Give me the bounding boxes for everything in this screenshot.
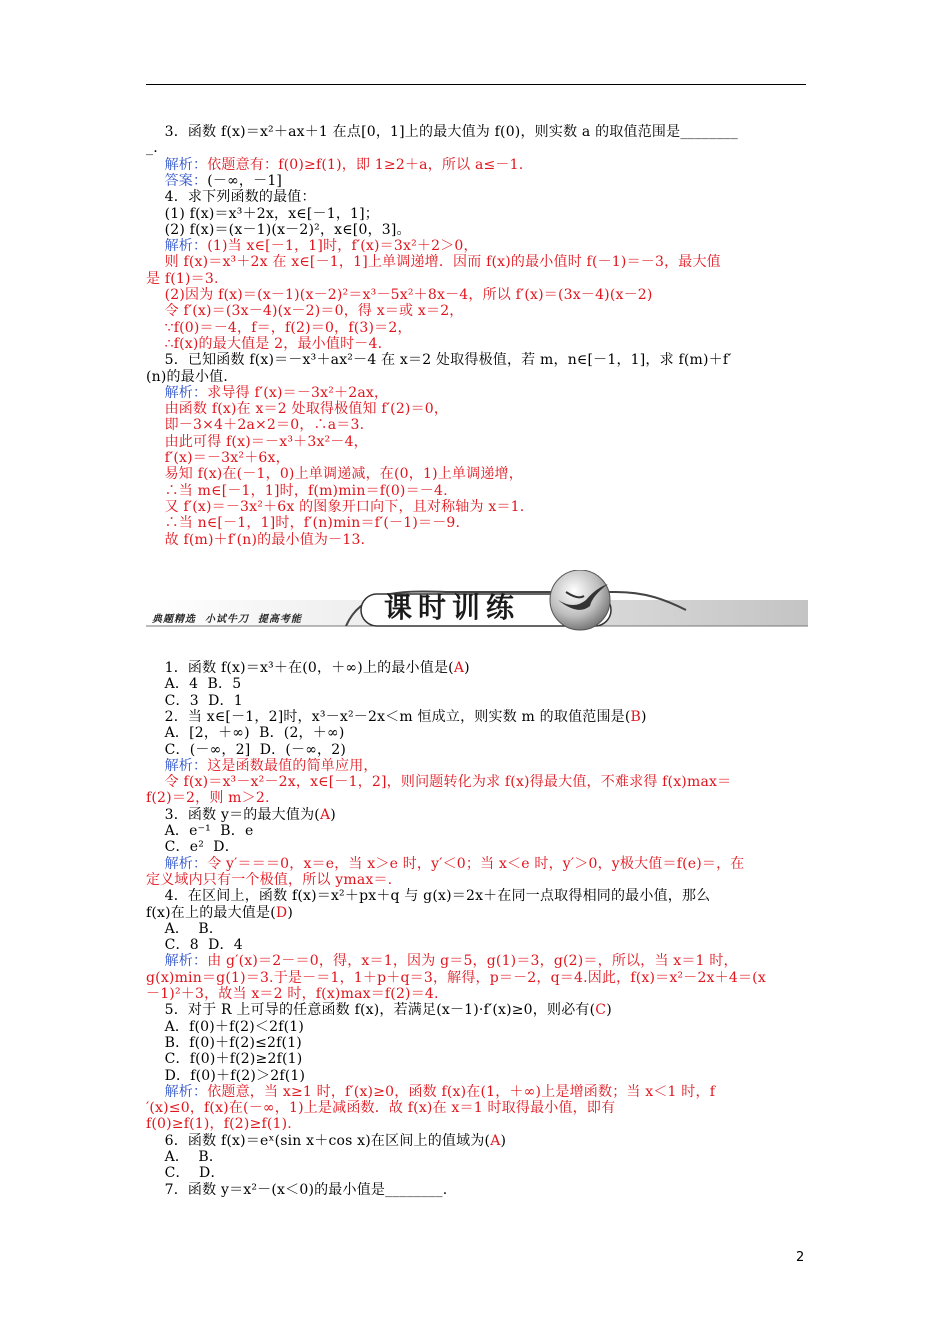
text-line [146,774,808,790]
text-line [146,303,808,319]
question-text: A． B． [146,1149,224,1165]
text-line [146,417,808,433]
solution-text: －1)²＋3，故当 x＝2 时，f(x)max＝f(2)＝4. [146,986,439,1002]
solution-text: ∴当 m∈[－1，1]时，f(m)min＝f(0)＝－4. [146,482,448,499]
text-line [146,271,808,287]
question-text: A．[2，＋∞) B．(2，＋∞) [146,725,345,742]
solution-text: ∴f(x)的最大值是 2，最小值时－4. [146,335,383,352]
question-text: 2．当 x∈[－1，2]时，x³－x²－2x＜m 恒成立，则实数 m 的取值范围是( [146,708,631,725]
label-text: 解析： [146,238,208,255]
text-line [146,1133,808,1149]
question-text: ) [606,1002,612,1019]
text-line [146,1068,808,1084]
section-banner [146,570,808,632]
solution-text: 即－3×4＋2a×2＝0，∴a＝3. [146,417,365,434]
text-line [146,336,808,352]
text-line [146,742,808,758]
question-text: 7．函数 y＝x²－(x＜0)的最小值是________. [146,1181,448,1198]
text-line [146,758,808,774]
text-line [146,369,808,385]
text-line [146,693,808,709]
page-number: 2 [796,1250,805,1265]
solution-text: 由函数 f(x)在 x＝2 处取得极值知 f′(2)＝0， [146,401,449,418]
solution-text: D [275,904,288,921]
text-line [146,986,808,1002]
text-line [146,872,808,888]
text-line [146,953,808,969]
text-line [146,499,808,515]
text-line [146,173,808,189]
solution-text: 又 f′(x)＝－3x²＋6x 的图象开口向下，且对称轴为 x＝1. [146,498,525,515]
text-line [146,206,808,222]
solution-text: 求导得 f′(x)＝－3x²＋2ax， [207,384,389,401]
text-line [146,1051,808,1067]
question-text: A．4 B．5 [146,676,242,693]
question-text: _. [146,140,158,157]
text-line [146,937,808,953]
text-line [146,515,808,531]
question-text: C．e² D． [146,839,239,856]
solution-text: 依题意有：f(0)≥f(1)，即 1≥2＋a，所以 a≤－1. [207,156,524,173]
text-line [146,1149,808,1165]
question-text: f(x)在上的最大值是( [146,904,276,921]
text-line [146,1002,808,1018]
solution-text: C [595,1002,607,1019]
question-text: 4．求下列函数的最值： [146,189,316,206]
solution-text: g(x)min＝g(1)＝3.于是－＝1，1＋p＋q＝3，解得，p＝－2，q＝4.因此，f(x)＝x²－2x＋4＝(x [146,969,766,986]
question-text: (2) f(x)＝(x－1)(x－2)²，x∈[0，3]。 [146,221,411,238]
text-line [146,725,808,741]
text-line [146,660,808,676]
banner-title: 课时训练 [384,591,521,624]
solution-text: 易知 f(x)在(－1，0)上单调递减，在(0，1)上单调递增， [146,466,523,483]
label-text: 解析： [146,757,208,774]
text-line [146,466,808,482]
question-text: D．f(0)＋f(2)＞2f(1) [146,1067,306,1084]
solution-text: 故 f(m)＋f′(n)的最小值为－13. [146,531,366,548]
solution-text: 是 f(1)＝3. [146,270,219,287]
question-text: ) [330,806,336,823]
question-text: ) [464,660,470,676]
label-text: 解析： [146,384,208,401]
text-line [146,970,808,986]
solution-text: 令 y′＝＝＝0，x＝e，当 x＞e 时，y′＜0；当 x＜e 时，y′＞0，y极大值＝f(e)＝，在 [207,855,745,872]
text-line [146,1084,808,1100]
question-text: ) [500,1132,507,1149]
solution-text: 则 f(x)＝x³＋2x 在 x∈[－1，1]上单调递增．因而 f(x)的最小值时 f(－1)＝－3，最大值 [146,254,721,271]
text-line [146,385,808,401]
text-line [146,401,808,417]
question-text: 4．在区间上，函数 f(x)＝x²＋px＋q 与 g(x)＝2x＋在同一点取得相同的最小值，那么 [146,888,711,905]
text-line [146,905,808,921]
question-text: (n)的最小值． [146,368,238,385]
question-text: C． D． [146,1165,225,1182]
label-text: 解析： [146,953,208,970]
question-text: (1) f(x)＝x³＋2x，x∈[－1，1]； [146,205,379,222]
solution-text: 由 g′(x)＝2－＝0，得，x＝1，因为 g＝5，g(1)＝3，g(2)＝，所以，当 x＝1 时， [207,953,738,970]
label-text: 解析： [146,156,208,173]
question-text: (－∞，－1] [207,172,283,189]
banner-subtitle: 典题精选 小试牛刀 提高考能 [152,614,302,625]
label-text: 答案： [146,172,208,189]
question-text: B．f(0)＋f(2)≤2f(1) [146,1034,302,1051]
solution-text: B [630,708,642,725]
question-text: C．f(0)＋f(2)≥2f(1) [146,1051,303,1068]
text-line [146,1019,808,1035]
question-text: C．(－∞，2] D．(－∞，2) [146,741,347,758]
question-text: 1．函数 f(x)＝x³＋在(0，＋∞)上的最小值是( [146,660,454,676]
question-text: ) [641,708,647,725]
question-text: A． B． [146,920,224,937]
text-line [146,140,808,156]
text-line [146,1182,808,1198]
text-line [146,807,808,823]
text-line [146,483,808,499]
text-line [146,790,808,806]
text-line [146,1116,808,1132]
text-line [146,157,808,173]
text-line [146,450,808,466]
solution-text: 依题意，当 x≥1 时，f′(x)≥0，函数 f(x)在(1，＋∞)上是增函数；当 x＜1 时，f [207,1083,716,1100]
text-line [146,434,808,450]
question-text: A．f(0)＋f(2)＜2f(1) [146,1018,305,1035]
solution-text: (2)因为 f(x)＝(x－1)(x－2)²＝x³－5x²＋8x－4，所以 f′(x)＝(3x－4)(x－2) [146,287,653,303]
text-line [146,124,808,140]
solution-text: ′(x)≤0，f(x)在(－∞，1)上是减函数．故 f(x)在 x＝1 时取得最小值，即有 [146,1100,616,1117]
text-line [146,238,808,254]
question-text: 3．函数 y＝的最大值为( [146,806,320,823]
text-line [146,888,808,904]
text-line [146,1100,808,1116]
solution-text: f′(x)＝－3x²＋6x， [146,450,290,466]
label-text: 解析： [146,1083,208,1100]
solution-text: ∵f(0)＝－4，f＝，f(2)＝0，f(3)＝2， [146,319,412,336]
text-line [146,320,808,336]
text-line [146,189,808,205]
solution-text: 由此可得 f(x)＝－x³＋3x²－4， [146,433,368,450]
text-line [146,254,808,270]
solution-text: (1)当 x∈[－1，1]时，f′(x)＝3x²＋2＞0， [207,238,478,255]
text-line [146,1165,808,1181]
text-line [146,921,808,937]
question-text: 6．函数 f(x)＝eˣ(sin x＋cos x)在区间上的值域为( [146,1132,491,1149]
label-text: 解析： [146,855,208,872]
text-line [146,823,808,839]
solution-text: 令 f(x)＝x³－x²－2x，x∈[－1，2]，则问题转化为求 f(x)得最大值，不难求得 f(x)max＝ [146,774,732,791]
question-text: 5．已知函数 f(x)＝－x³＋ax²－4 在 x＝2 处取得极值，若 m，n∈[－1，1]，求 f(m)＋f′ [146,352,732,369]
text-line [146,222,808,238]
text-line [146,676,808,692]
question-text: 5．对于 R 上可导的任意函数 f(x)，若满足(x－1)·f′(x)≥0，则必有( [146,1002,596,1019]
solution-text: f(2)＝2，则 m＞2. [146,790,270,807]
text-line [146,856,808,872]
solution-text: ∴当 n∈[－1，1]时，f′(n)min＝f′(－1)＝－9. [146,515,461,532]
text-line [146,532,808,548]
solution-text: A [319,806,331,823]
solution-text: f(0)≥f(1)，f(2)≥f(1). [146,1116,292,1133]
solution-text: A [490,1132,501,1149]
question-text: C．3 D．1 [146,692,243,709]
solution-text: 这是函数最值的简单应用， [207,757,378,774]
text-line [146,287,808,303]
question-text: 3．函数 f(x)＝x²＋ax＋1 在点[0，1]上的最大值为 f(0)，则实数 a 的取值范围是________ [146,124,738,140]
text-line [146,709,808,725]
solution-text: A [453,660,465,676]
question-text: A．e⁻¹ B．e [146,823,254,839]
text-line [146,352,808,368]
solution-text: 令 f′(x)＝(3x－4)(x－2)＝0，得 x＝或 x＝2， [146,303,464,320]
question-text: ) [287,904,293,921]
text-line [146,839,808,855]
question-text: C．8 D．4 [146,937,243,954]
solution-text: 定义域内只有一个极值，所以 ymax＝. [146,871,393,888]
text-line [146,1035,808,1051]
